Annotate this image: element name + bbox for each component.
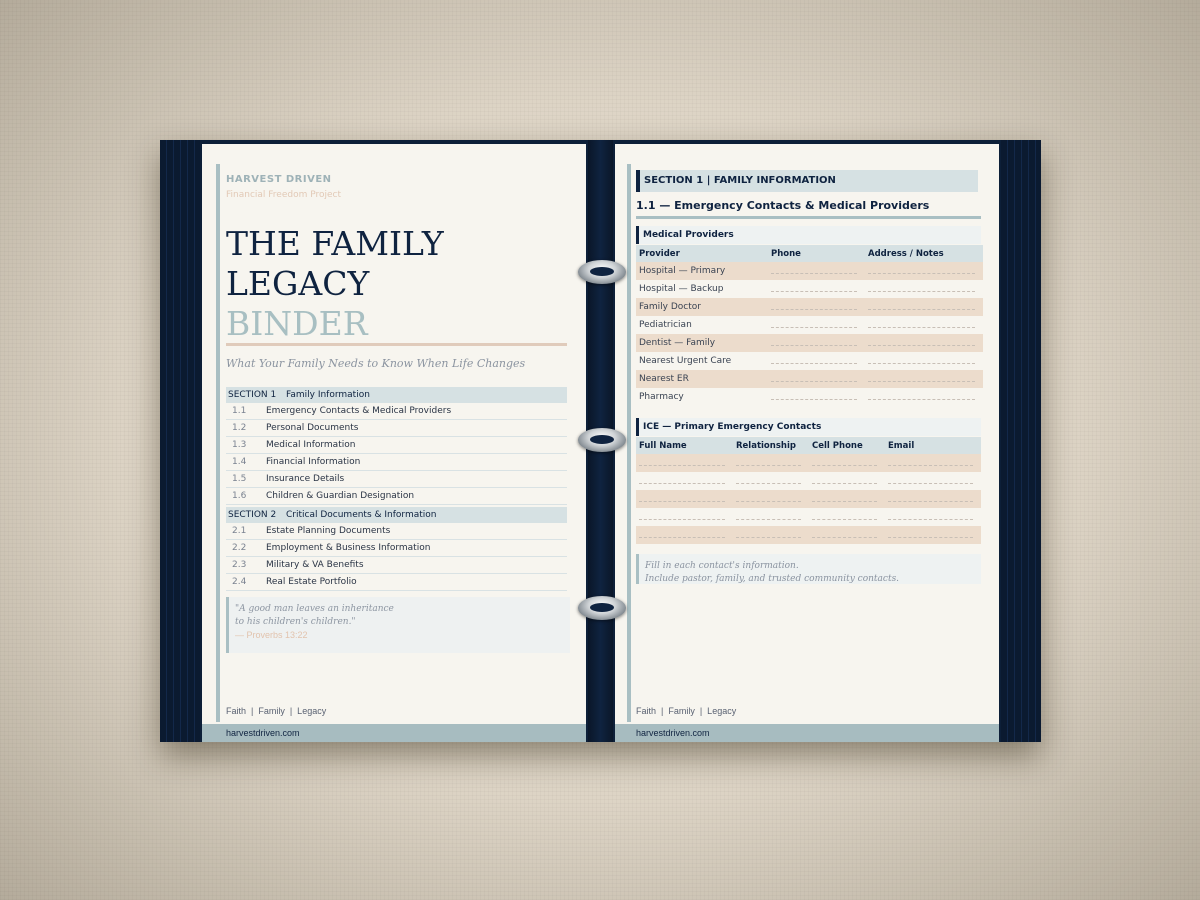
cell-phone-field[interactable]	[809, 454, 885, 472]
toc-item-label: Estate Planning Documents	[266, 526, 391, 536]
table-row	[636, 262, 983, 280]
toc-item-label: Insurance Details	[266, 474, 345, 484]
quote-line-2: to his children's children."	[235, 617, 356, 627]
left-page	[202, 144, 586, 742]
name-field[interactable]	[636, 472, 733, 490]
cell-phone-field[interactable]	[809, 526, 885, 544]
footer-url[interactable]: harvestdriven.com	[615, 724, 999, 742]
provider-label: Hospital — Backup	[639, 284, 724, 294]
phone-field[interactable]	[768, 370, 865, 388]
table-row	[636, 388, 983, 406]
name-field[interactable]	[636, 526, 733, 544]
cell-phone-field[interactable]	[809, 472, 885, 490]
note-line-1: Fill in each contact's information.	[645, 561, 799, 571]
toc-item-label: Medical Information	[266, 440, 356, 450]
quote-source: — Proverbs 13:22	[235, 630, 308, 640]
brand-subtitle: Financial Freedom Project	[226, 190, 342, 200]
column-header: Address / Notes	[865, 245, 983, 262]
toc-item[interactable]	[226, 454, 567, 471]
binder-title	[226, 224, 444, 344]
note-line-2: Include pastor, family, and trusted community contacts.	[645, 574, 900, 584]
toc-item[interactable]	[226, 437, 567, 454]
toc-section-title: Family Information	[286, 390, 370, 400]
binder-left-edge	[160, 140, 200, 742]
ice-contacts-heading: ICE — Primary Emergency Contacts	[636, 418, 981, 436]
phone-field[interactable]	[768, 316, 865, 334]
address-field[interactable]	[865, 388, 983, 406]
toc-item-label: Emergency Contacts & Medical Providers	[266, 406, 452, 416]
table-row	[636, 352, 983, 370]
table-row	[636, 280, 983, 298]
ice-contacts-table	[636, 437, 981, 544]
cell-phone-field[interactable]	[809, 490, 885, 508]
toc-item-label: Military & VA Benefits	[266, 560, 364, 570]
name-field[interactable]	[636, 490, 733, 508]
toc-item[interactable]	[226, 523, 567, 540]
binder-ring-bottom	[578, 596, 626, 620]
column-header: Full Name	[636, 437, 733, 454]
phone-field[interactable]	[768, 280, 865, 298]
phone-field[interactable]	[768, 298, 865, 316]
toc-section-title: Critical Documents & Information	[286, 510, 437, 520]
table-row	[636, 316, 983, 334]
title-line-1: THE FAMILY	[226, 224, 444, 263]
toc-item[interactable]	[226, 403, 567, 420]
toc-item-number: 2.4	[232, 577, 247, 587]
table-row	[636, 508, 981, 526]
email-field[interactable]	[885, 454, 981, 472]
provider-label: Dentist — Family	[636, 334, 768, 352]
toc-section-2	[226, 507, 567, 523]
right-page	[615, 144, 999, 742]
toc-section-1	[226, 387, 567, 403]
phone-field[interactable]	[768, 262, 865, 280]
address-field[interactable]	[865, 352, 983, 370]
toc-item-number: 2.3	[232, 560, 247, 570]
table-row	[636, 472, 981, 490]
binder-ring-middle	[578, 428, 626, 452]
table-row	[636, 334, 983, 352]
right-accent-bar	[627, 164, 631, 722]
provider-label: Nearest Urgent Care	[639, 356, 732, 366]
toc-section-label: SECTION 1	[228, 390, 277, 400]
address-field[interactable]	[865, 334, 983, 352]
toc-section-label: SECTION 2	[228, 510, 277, 520]
address-field[interactable]	[865, 280, 983, 298]
name-field[interactable]	[636, 508, 733, 526]
toc-item-number: 1.6	[232, 491, 247, 501]
phone-field[interactable]	[768, 352, 865, 370]
address-field[interactable]	[865, 262, 983, 280]
quote-line-1: "A good man leaves an inheritance	[235, 604, 394, 614]
tagline: What Your Family Needs to Know When Life Changes	[226, 357, 526, 370]
section-header: SECTION 1 | FAMILY INFORMATION	[636, 170, 978, 192]
column-header: Cell Phone	[809, 437, 885, 454]
toc-item-label: Financial Information	[266, 457, 361, 467]
provider-label: Pediatrician	[639, 320, 692, 330]
column-header: Relationship	[733, 437, 809, 454]
binder-ring-top	[578, 260, 626, 284]
table-row	[636, 454, 981, 472]
scripture-quote	[226, 597, 570, 653]
relationship-field[interactable]	[733, 454, 809, 472]
phone-field[interactable]	[768, 388, 865, 406]
toc-item-label: Employment & Business Information	[266, 543, 431, 553]
email-field[interactable]	[885, 508, 981, 526]
toc-item[interactable]	[226, 574, 567, 591]
provider-label: Pharmacy	[639, 392, 684, 402]
left-accent-bar	[216, 164, 220, 722]
phone-field[interactable]	[768, 334, 865, 352]
subsection-title: 1.1 — Emergency Contacts & Medical Providers	[636, 199, 981, 219]
address-field[interactable]	[865, 370, 983, 388]
relationship-field[interactable]	[733, 472, 809, 490]
toc-item-number: 1.5	[232, 474, 247, 484]
table-row	[636, 370, 983, 388]
toc-item-label: Real Estate Portfolio	[266, 577, 357, 587]
toc-item-number: 1.2	[232, 423, 247, 433]
toc-item[interactable]	[226, 420, 567, 437]
relationship-field[interactable]	[733, 490, 809, 508]
binder-right-edge	[1001, 140, 1041, 742]
footer-url[interactable]: harvestdriven.com	[202, 724, 586, 742]
brand-name: HARVEST DRIVEN	[226, 174, 332, 185]
address-field[interactable]	[865, 316, 983, 334]
table-row	[636, 298, 983, 316]
name-field[interactable]	[636, 454, 733, 472]
column-header: Email	[885, 437, 981, 454]
toc-item-number: 1.4	[232, 457, 247, 467]
toc-item-number: 2.2	[232, 543, 247, 553]
provider-label: Family Doctor	[636, 298, 768, 316]
toc-item[interactable]	[226, 540, 567, 557]
medical-providers-heading: Medical Providers	[636, 226, 981, 244]
title-line-3: BINDER	[226, 304, 368, 343]
toc-item-label: Children & Guardian Designation	[266, 491, 415, 501]
email-field[interactable]	[885, 526, 981, 544]
title-divider	[226, 343, 567, 346]
provider-label: Hospital — Primary	[636, 262, 768, 280]
provider-label: Nearest ER	[636, 370, 768, 388]
toc-item[interactable]	[226, 471, 567, 488]
email-field[interactable]	[885, 490, 981, 508]
column-header: Phone	[768, 245, 865, 262]
footer-tagline: Faith | Family | Legacy	[226, 706, 327, 716]
address-field[interactable]	[865, 298, 983, 316]
toc-item-number: 2.1	[232, 526, 247, 536]
table-of-contents	[226, 385, 567, 591]
table-row	[636, 526, 981, 544]
relationship-field[interactable]	[733, 526, 809, 544]
toc-item[interactable]	[226, 557, 567, 574]
toc-item[interactable]	[226, 488, 567, 505]
title-line-2: LEGACY	[226, 264, 370, 303]
footer-tagline: Faith | Family | Legacy	[636, 706, 737, 716]
cell-phone-field[interactable]	[809, 508, 885, 526]
toc-item-number: 1.1	[232, 406, 247, 416]
instructions-note	[636, 554, 981, 584]
email-field[interactable]	[885, 472, 981, 490]
table-row	[636, 490, 981, 508]
toc-item-label: Personal Documents	[266, 423, 359, 433]
column-header: Provider	[636, 245, 768, 262]
toc-item-number: 1.3	[232, 440, 247, 450]
medical-providers-table	[636, 245, 983, 406]
relationship-field[interactable]	[733, 508, 809, 526]
